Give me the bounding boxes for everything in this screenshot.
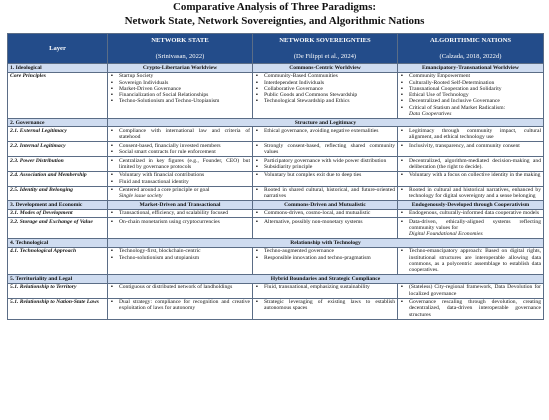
cell-network-sovereignties <box>253 247 398 274</box>
section-header-row <box>8 275 544 283</box>
row-label: 3.1. Modes of Development <box>8 209 108 217</box>
list-item: ▪ Voluntary with financial contributions <box>110 172 250 178</box>
cell-network-state <box>108 72 253 118</box>
table-row <box>8 186 544 201</box>
list-item: ▪ Public Goods and Commons Stewardship <box>255 92 395 98</box>
bullet-list <box>255 73 395 104</box>
cell-network-sovereignties <box>253 218 398 239</box>
section-worldview: Commons-Driven and Mutualistic <box>253 201 398 209</box>
list-item: ▪ Interdependent Individuals <box>255 80 395 86</box>
header-network-sovereignties: NETWORK SOVEREIGNTIES (De Filippi et al., 2024) <box>253 34 398 64</box>
section-label: 5. Territoriality and Legal <box>8 275 108 283</box>
bullet-list <box>255 158 395 171</box>
bullet-list <box>110 73 250 104</box>
list-item: ▪ Sovereign Individuals <box>110 80 250 86</box>
bullet-list <box>400 284 541 297</box>
cell-network-state <box>108 218 253 239</box>
list-item: ▪ Strongly consent-based, reflecting shared community values <box>255 143 395 156</box>
cell-algorithmic-nations <box>398 127 544 142</box>
list-item: ▪ Financialization of Social Relationships <box>110 92 250 98</box>
bullet-list <box>255 143 395 156</box>
list-item: ▪ Rooted in shared cultural, historical, and future-oriented narratives <box>255 187 395 200</box>
row-label: 2.2. Internal Legitimacy <box>8 142 108 157</box>
section-worldview: Market-Driven and Transactional <box>108 201 253 209</box>
section-header-row <box>8 201 544 209</box>
cell-network-sovereignties <box>253 298 398 319</box>
section-theme: Structure and Legitimacy <box>108 118 544 126</box>
cell-network-sovereignties <box>253 209 398 217</box>
table-row <box>8 283 544 298</box>
list-item: ▪ Consent-based, financially invested members <box>110 143 250 149</box>
cell-network-state <box>108 283 253 298</box>
section-header-row <box>8 64 544 72</box>
list-item: ▪ Technology-first, blockchain-centric <box>110 248 250 254</box>
row-label: 2.1. External Legitimacy <box>8 127 108 142</box>
list-item: ▪ Techno-solutionism and utopianism <box>110 255 250 261</box>
row-label: 5.1. Relationship to Nation-State Laws <box>8 298 108 319</box>
cell-network-sovereignties <box>253 156 398 171</box>
list-item: ▪ On-chain monetarism using cryptocurrencies <box>110 219 250 225</box>
section-worldview: Endogenously-Developed through Cooperativism <box>398 201 544 209</box>
cell-network-state <box>108 209 253 217</box>
list-item: ▪ Community-Based Communities <box>255 73 395 79</box>
list-item: ▪ Decentralized, algorithm-mediated decision-making and deliberation (the right to decide). <box>400 158 541 171</box>
table-row <box>8 156 544 171</box>
list-item: ▪ Contiguous or distributed network of landholdings <box>110 284 250 290</box>
header-layer: Layer <box>8 34 108 64</box>
cell-network-sovereignties <box>253 171 398 186</box>
cell-algorithmic-nations <box>398 156 544 171</box>
table-row <box>8 72 544 118</box>
section-worldview: Emancipatory-Transnational Worldview <box>398 64 544 72</box>
list-item: ▪ Data-driven, ethically-aligned systems reflecting community values for <box>400 219 541 232</box>
list-item: ▪ Endogenous, culturally-informed data cooperative models <box>400 210 541 216</box>
bullet-list <box>110 248 250 261</box>
list-item: ▪ Strategic leveraging of existing laws to establish autonomous spaces <box>255 299 395 312</box>
cell-network-sovereignties <box>253 127 398 142</box>
cell-network-state <box>108 247 253 274</box>
section-worldview: Crypto-Libertarian Worldview <box>108 64 253 72</box>
bullet-list <box>110 219 250 225</box>
cell-network-sovereignties <box>253 72 398 118</box>
section-theme: Relationship with Technology <box>108 239 544 247</box>
list-item: ▪ Techno-Solutionism and Techno-Utopianism <box>110 98 250 104</box>
section-worldview: Commons-Centric Worldview <box>253 64 398 72</box>
cell-network-state <box>108 186 253 201</box>
list-item: ▪ Voluntary with a focus on collective identity in the making <box>400 172 541 178</box>
list-item: ▪ Market-Driven Governance <box>110 86 250 92</box>
bullet-list <box>400 128 541 141</box>
table-row <box>8 209 544 217</box>
bullet-list <box>400 219 541 232</box>
list-item: ▪ Governance rescaling through devolution, creating decentralized, data-driven interoperable governance structures <box>400 299 541 318</box>
italic-note: Digital Foundational Economies <box>409 231 483 238</box>
cell-algorithmic-nations <box>398 142 544 157</box>
bullet-list <box>400 143 541 149</box>
list-item: ▪ Startup Society <box>110 73 250 79</box>
bullet-list <box>400 299 541 318</box>
bullet-list <box>255 210 395 216</box>
list-item: ▪ Community Empowerment <box>400 73 541 79</box>
list-item: ▪ Centered around a core principle or goal <box>110 187 250 193</box>
table-header-row <box>8 34 544 64</box>
list-item: ▪ Ethical governance, avoiding negative externalities <box>255 128 395 134</box>
cell-algorithmic-nations <box>398 247 544 274</box>
bullet-list <box>255 284 395 290</box>
row-label: 5.1. Relationship to Territory <box>8 283 108 298</box>
header-network-state: NETWORK STATE (Srinivasan, 2022) <box>108 34 253 64</box>
list-item: ▪ Collaborative Governance <box>255 86 395 92</box>
cell-network-sovereignties <box>253 283 398 298</box>
cell-algorithmic-nations <box>398 171 544 186</box>
list-item: ▪ Participatory governance with wide power distribution <box>255 158 395 164</box>
bullet-list <box>255 219 395 225</box>
list-item: ▪ Compliance with international law and criteria of statehood <box>110 128 250 141</box>
bullet-list <box>400 158 541 171</box>
cell-network-state <box>108 298 253 319</box>
bullet-list <box>400 172 541 178</box>
bullet-list <box>255 248 395 261</box>
row-label: 2.5. Identity and Belonging <box>8 186 108 201</box>
list-item: ▪ Voluntary but complex exit due to deep ties <box>255 172 395 178</box>
list-item: ▪ Decentralized and Inclusive Governance <box>400 98 541 104</box>
bullet-list <box>110 172 250 185</box>
row-label: 2.4. Association and Membership <box>8 171 108 186</box>
section-theme: Hybrid Boundaries and Strategic Compliance <box>108 275 544 283</box>
row-label: 3.2. Storage and Exchange of Value <box>8 218 108 239</box>
section-header-row <box>8 118 544 126</box>
bullet-list <box>110 128 250 141</box>
cell-network-state <box>108 156 253 171</box>
bullet-list <box>110 284 250 290</box>
list-item: ▪ Techno-augmented governance <box>255 248 395 254</box>
bullet-list <box>400 187 541 200</box>
list-item: ▪ (Stateless) City-regional framework, Data Devolution for localized governance <box>400 284 541 297</box>
cell-algorithmic-nations <box>398 283 544 298</box>
table-row <box>8 171 544 186</box>
comparison-table <box>7 33 544 320</box>
cell-network-sovereignties <box>253 142 398 157</box>
bullet-list <box>400 73 541 111</box>
list-item: ▪ Fluid, transnational, emphasizing sustainability <box>255 284 395 290</box>
list-item: ▪ Critical of Statism and Market Radicalism: <box>400 105 541 111</box>
italic-note: Single issue society <box>119 193 163 200</box>
row-label: 2.3. Power Distribution <box>8 156 108 171</box>
bullet-list <box>110 299 250 312</box>
list-item: ▪ Dual strategy: compliance for recognition and creative exploitation of laws for autonomy <box>110 299 250 312</box>
section-label: 3. Development and Economic <box>8 201 108 209</box>
list-item: ▪ Responsible innovation and techno-pragmatism <box>255 255 395 261</box>
section-label: 4. Technological <box>8 239 108 247</box>
table-row <box>8 247 544 274</box>
cell-algorithmic-nations <box>398 298 544 319</box>
table-row <box>8 218 544 239</box>
list-item: ▪ Commons-driven, cosmo-local, and mutualistic <box>255 210 395 216</box>
bullet-list <box>110 210 250 216</box>
list-item: ▪ Fluid and transactional identity <box>110 179 250 185</box>
row-label: 4.1. Technological Approach <box>8 247 108 274</box>
section-header-row <box>8 239 544 247</box>
cell-network-state <box>108 142 253 157</box>
table-row <box>8 298 544 319</box>
list-item: ▪ Alternative, possibly non-monetary systems <box>255 219 395 225</box>
section-label: 2. Governance <box>8 118 108 126</box>
cell-network-state <box>108 127 253 142</box>
bullet-list <box>255 299 395 312</box>
cell-algorithmic-nations <box>398 209 544 217</box>
page-subtitle: Network State, Network Sovereignties, and Algorithmic Nations <box>124 15 425 27</box>
bullet-list <box>400 248 541 273</box>
table-row <box>8 127 544 142</box>
cell-network-sovereignties <box>253 186 398 201</box>
bullet-list <box>255 172 395 178</box>
cell-algorithmic-nations <box>398 72 544 118</box>
cell-algorithmic-nations <box>398 186 544 201</box>
list-item: ▪ Techno-emancipatory approach: Based on digital rights, institutional structures are interoperable allowing data commons, as a polycentric assemblage to establish data cooperatives. <box>400 248 541 273</box>
list-item: ▪ Inclusivity, transparency, and community consent <box>400 143 541 149</box>
bullet-list <box>255 187 395 200</box>
italic-note: Data Cooperatives <box>409 111 452 118</box>
list-item: ▪ Technological Stewardship and Ethics <box>255 98 395 104</box>
bullet-list <box>110 143 250 156</box>
list-item: ▪ Centralized in key figures (e.g., Founder, CEO) but limited by governance protocols <box>110 158 250 171</box>
cell-network-state <box>108 171 253 186</box>
list-item: ▪ Culturally-Rooted Self-Determination <box>400 80 541 86</box>
header-algorithmic-nations: ALGORITHMIC NATIONS (Calzada, 2018, 2022d) <box>398 34 544 64</box>
list-item: ▪ Ethical Use of Technology <box>400 92 541 98</box>
page-title: Comparative Analysis of Three Paradigms: <box>172 1 377 13</box>
list-item: ▪ Social smart contracts for rule enforcement <box>110 149 250 155</box>
cell-algorithmic-nations <box>398 218 544 239</box>
bullet-list <box>110 158 250 171</box>
bullet-list <box>255 128 395 134</box>
list-item: ▪ Transactional, efficiency, and scalability focused <box>110 210 250 216</box>
table-row <box>8 142 544 157</box>
list-item: ▪ Subsidiarity principle <box>255 164 395 170</box>
bullet-list <box>110 187 250 193</box>
section-label: 1. Ideological <box>8 64 108 72</box>
bullet-list <box>400 210 541 216</box>
list-item: ▪ Transnational Cooperation and Solidarity <box>400 86 541 92</box>
list-item: ▪ Legitimacy through community impact, cultural alignment, and ethical technology use <box>400 128 541 141</box>
list-item: ▪ Rooted in cultural and historical narratives, enhanced by technology for digital sovereignty and a sense belonging <box>400 187 541 200</box>
row-label: Core Principles <box>8 72 108 118</box>
